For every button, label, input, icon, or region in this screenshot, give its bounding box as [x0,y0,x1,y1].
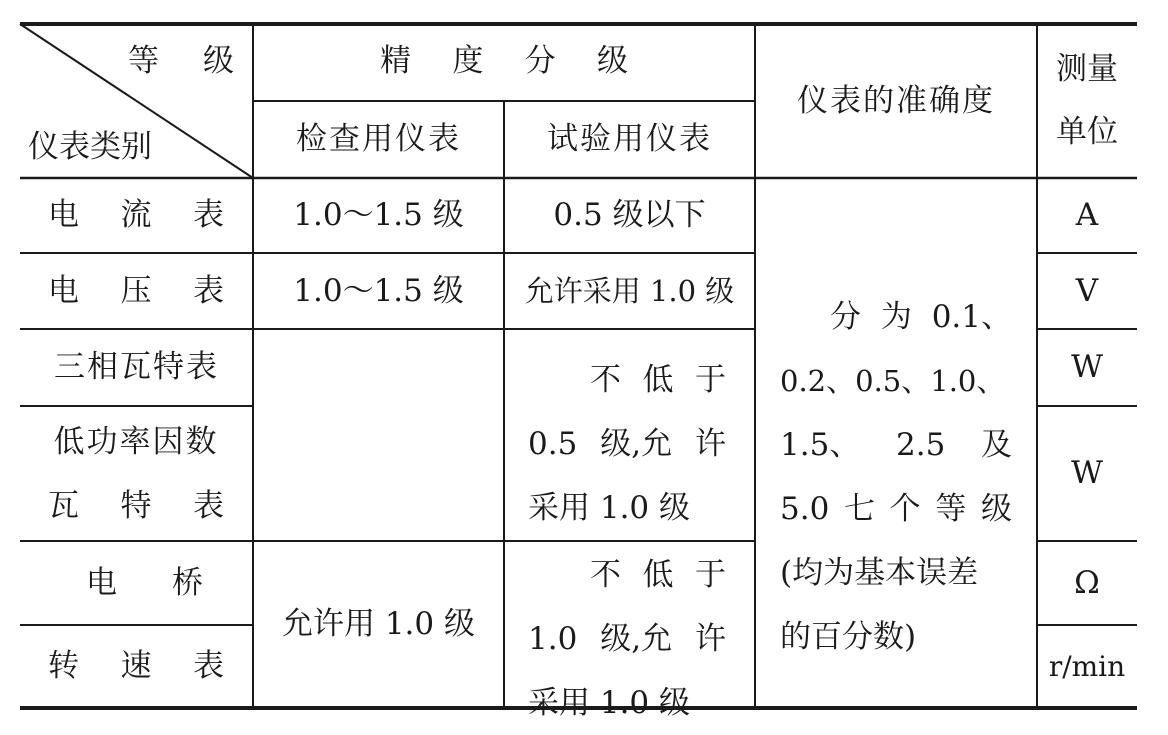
accuracy-l4-w3: 个 [889,491,921,527]
wattmeter-test-requirement [528,348,726,540]
accuracy-l4-w5: 级 [981,491,1012,527]
accuracy-l3-w2: 2.5 [896,427,946,463]
accuracy-l1-w2: 为 [880,299,912,335]
tachometer-char-2: 速 [120,648,152,684]
low-pf-char-2: 特 [120,487,152,524]
bridge-test-line-3: 采用 1.0 级 [528,685,691,721]
voltmeter-char-2: 压 [120,272,152,309]
precision-char-2: 度 [452,42,484,79]
accuracy-line-1 [780,285,1012,349]
accuracy-description [780,285,1012,669]
header-unit-line-1: 测量 [1056,51,1118,87]
low-pf-name-line-2 [48,474,224,538]
bridge-test-l1-w3: 于 [695,557,726,593]
wattmeter-test-l2-w2: 级,允 [600,426,673,462]
bridge-test-line-1 [528,543,726,607]
precision-char-4: 级 [596,42,628,79]
bridge-test-l1-w2: 低 [642,557,674,593]
voltmeter-char-3: 表 [193,272,224,309]
header-unit [1037,24,1137,178]
wattmeter-test-line-2 [528,412,726,476]
bridge-test-requirement [528,543,726,735]
ammeter-inspection: 1.0～1.5 级 [293,197,464,233]
accuracy-l4-w2: 七 [843,491,875,527]
tachometer-name [48,625,224,708]
bridge-test-l2-w3: 许 [694,621,726,657]
header-precision-grade [380,38,628,84]
bridge-unit: Ω [1074,564,1100,601]
low-pf-name-line-1: 低功率因数 [53,423,219,460]
bridge-test-l2-w1: 1.0 [528,621,578,657]
accuracy-l3-w3: 及 [981,427,1012,463]
header-inspection-meter: 检查用仪表 [296,121,461,157]
accuracy-l4-w4: 等 [935,491,967,527]
bridge-test-l1-w1: 不 [590,557,621,593]
precision-char-1: 精 [380,42,411,79]
voltmeter-name [48,253,224,329]
low-pf-wattmeter-unit: W [1071,455,1103,491]
wattmeter-test-l1-w2: 低 [642,362,674,398]
accuracy-l1-w1: 分 [830,299,861,335]
header-grade-char-1: 等 [128,42,159,79]
accuracy-line-2: 0.2、0.5、1.0、 [780,364,1006,398]
ammeter-test: 0.5 级以下 [553,197,706,233]
wattmeter-test-l1-w3: 于 [695,362,726,398]
precision-char-3: 分 [524,42,556,79]
header-accuracy: 仪表的准确度 [797,82,995,119]
accuracy-l4-w1: 5.0 [780,491,830,527]
bridge-inspection: 允许用 1.0 级 [281,606,475,642]
three-phase-wattmeter-name: 三相瓦特表 [54,349,219,385]
voltmeter-inspection: 1.0～1.5 级 [293,272,464,309]
wattmeter-test-l2-w3: 许 [694,426,726,462]
voltmeter-unit: V [1075,272,1099,309]
ammeter-char-2: 流 [120,197,152,233]
bridge-char-2: 桥 [172,564,203,601]
header-category-label: 仪表类别 [28,128,152,165]
wattmeter-test-line-3: 采用 1.0 级 [528,490,691,526]
ammeter-unit: A [1075,197,1099,233]
bridge-test-line-2 [528,607,726,671]
header-test-meter: 试验用仪表 [547,121,712,157]
header-unit-line-2: 单位 [1056,114,1118,150]
voltmeter-char-1: 电 [48,272,79,309]
tachometer-unit: r/min [1048,649,1126,683]
tachometer-char-3: 表 [193,648,224,684]
ammeter-name [48,178,224,253]
wattmeter-test-l2-w1: 0.5 [528,426,578,462]
accuracy-l3-w1: 1.5、 [780,427,861,463]
accuracy-line-5: (均为基本误差 [780,555,979,591]
accuracy-line-6: 的百分数) [780,619,917,655]
tachometer-char-1: 转 [48,648,79,684]
bridge-test-l2-w2: 级,允 [600,621,673,657]
low-pf-char-1: 瓦 [48,487,79,524]
low-pf-wattmeter-name [48,406,224,541]
bridge-char-1: 电 [86,564,117,601]
wattmeter-test-line-1 [528,348,726,412]
header-grade-label [128,38,234,84]
ammeter-char-1: 电 [48,197,79,233]
accuracy-l1-w3: 0.1、 [931,299,1012,335]
bridge-name [20,541,253,625]
voltmeter-test: 允许采用 1.0 级 [524,273,735,308]
three-phase-wattmeter-unit: W [1071,349,1103,385]
accuracy-line-4 [780,477,1012,541]
low-pf-char-3: 表 [193,487,224,524]
wattmeter-test-l1-w1: 不 [590,362,621,398]
ammeter-char-3: 表 [193,197,224,233]
header-grade-char-2: 级 [203,42,234,79]
accuracy-line-3 [780,413,1012,477]
